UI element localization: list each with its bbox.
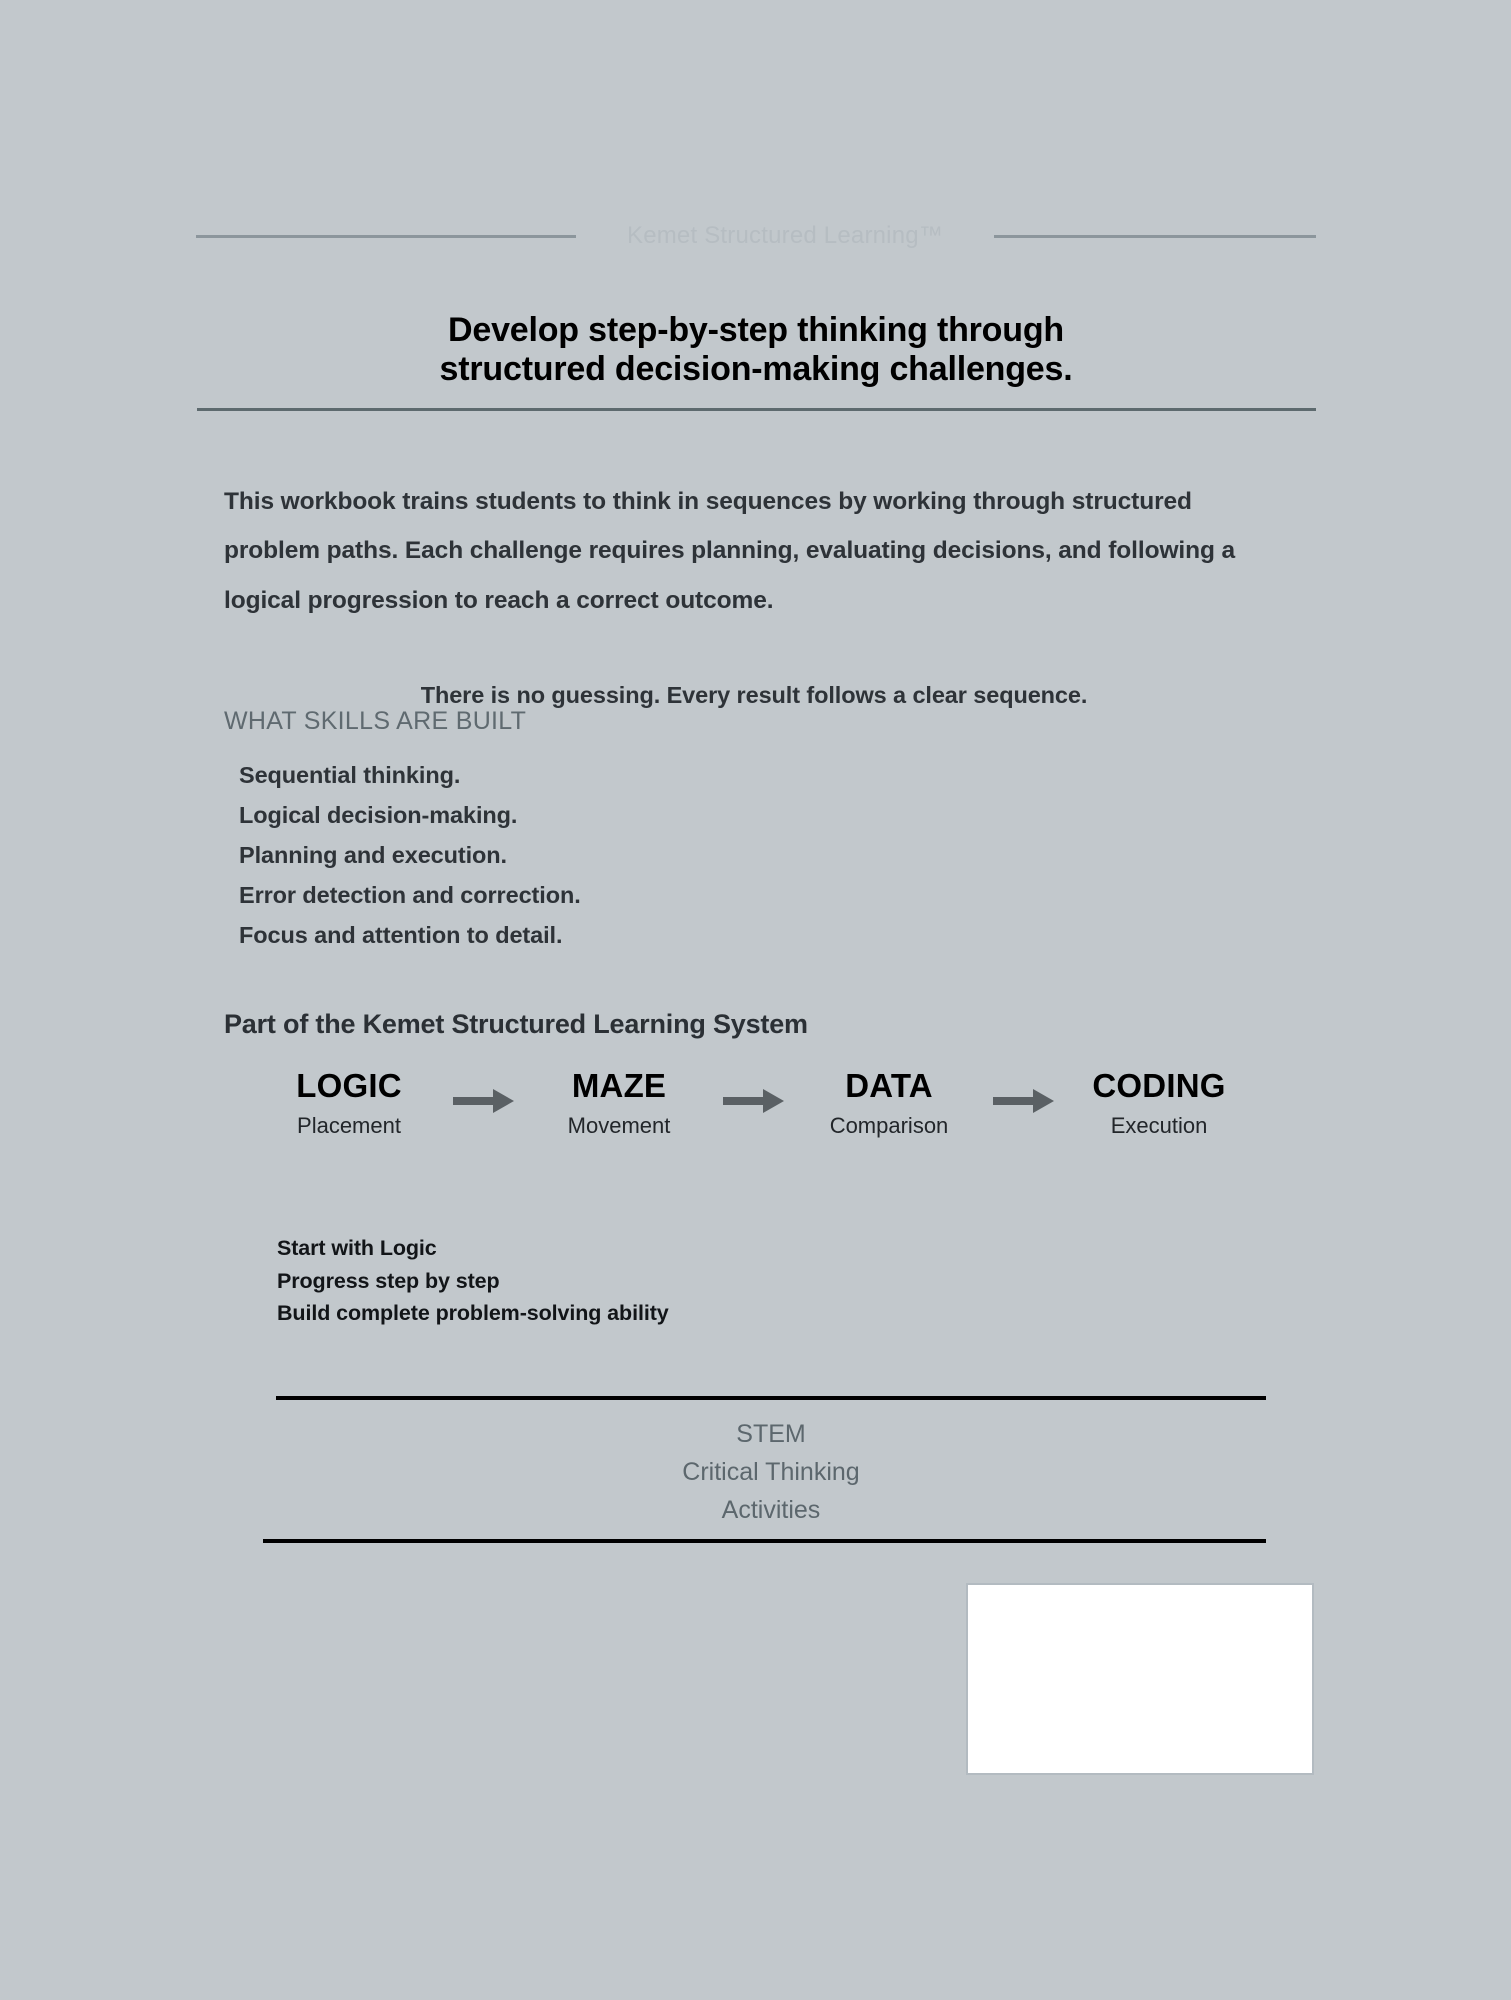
skills-list — [239, 755, 581, 955]
arrow-right-icon — [444, 1086, 524, 1116]
list-item: Planning and execution. — [239, 842, 507, 869]
pipeline-stage-coding — [1064, 1068, 1254, 1138]
pipeline-stage-maze — [524, 1068, 714, 1138]
arrow-right-icon — [714, 1086, 794, 1116]
list-item: Sequential thinking. — [239, 762, 461, 788]
footer-divider-top — [276, 1396, 1266, 1400]
emphasis-statement: There is no guessing. Every result follows a clear sequence. — [420, 681, 1088, 708]
footer-divider-bottom — [263, 1539, 1266, 1543]
stage-subtitle: Comparison — [829, 1112, 949, 1138]
stage-name: CODING — [1092, 1067, 1226, 1104]
stage-subtitle: Movement — [567, 1112, 671, 1138]
page-title — [196, 311, 1316, 389]
brand-rule-right — [994, 235, 1316, 238]
image-placeholder-card — [966, 1583, 1314, 1775]
list-item: Logical decision-making. — [239, 802, 518, 829]
skills-heading: WHAT SKILLS ARE BUILT — [224, 707, 527, 735]
pipeline-stage-data — [794, 1068, 984, 1138]
stage-subtitle: Execution — [1110, 1112, 1208, 1138]
brand-name: Kemet Structured Learning™ — [626, 222, 944, 249]
footer-category — [276, 1415, 1266, 1529]
stage-name: LOGIC — [296, 1067, 402, 1104]
brand-header — [196, 222, 1316, 250]
stage-name: DATA — [845, 1067, 933, 1104]
stage-name: MAZE — [571, 1067, 667, 1104]
footer-line-2: Critical Thinking — [682, 1458, 860, 1486]
learning-system-pipeline — [254, 1068, 1254, 1138]
title-divider — [197, 408, 1316, 411]
footer-line-1: STEM — [736, 1420, 806, 1448]
page-title-line-2: structured decision-making challenges. — [439, 349, 1073, 388]
page-title-line-1: Develop step-by-step thinking through — [448, 310, 1064, 349]
brand-rule-left — [196, 235, 576, 238]
list-item: Build complete problem-solving ability — [277, 1301, 669, 1326]
pipeline-stage-logic — [254, 1068, 444, 1138]
list-item: Focus and attention to detail. — [239, 922, 563, 949]
progression-list — [277, 1232, 669, 1330]
list-item: Start with Logic — [277, 1236, 437, 1260]
list-item: Progress step by step — [277, 1268, 500, 1293]
system-heading: Part of the Kemet Structured Learning System — [224, 1009, 808, 1039]
arrow-right-icon — [984, 1086, 1064, 1116]
intro-paragraph: This workbook trains students to think in sequences by working through structured problem paths. Each challenge requires planning, evaluating decisions, and following a logical progression to reach a correct outcome. — [224, 487, 1236, 614]
stage-subtitle: Placement — [297, 1112, 401, 1138]
footer-line-3: Activities — [721, 1496, 821, 1524]
list-item: Error detection and correction. — [239, 882, 581, 909]
